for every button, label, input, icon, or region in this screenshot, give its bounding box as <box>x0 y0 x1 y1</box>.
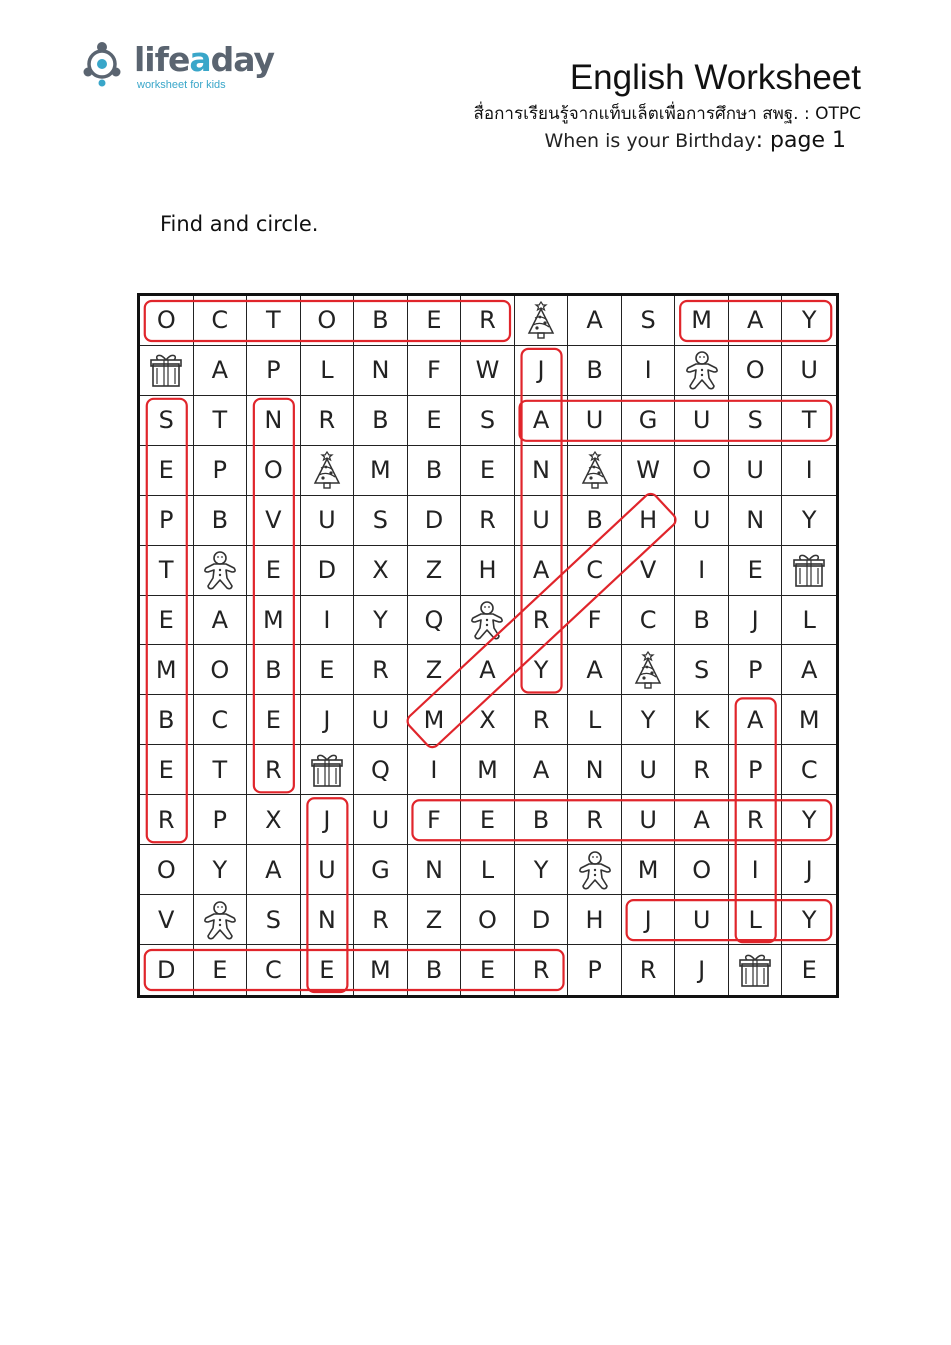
letter-cell: R <box>301 396 355 446</box>
letter-cell: B <box>354 296 408 346</box>
letter-cell: U <box>729 446 783 496</box>
letter-cell: S <box>729 396 783 446</box>
letter-cell: X <box>461 695 515 745</box>
letter-cell: E <box>729 546 783 596</box>
letter-cell: O <box>675 446 729 496</box>
letter-cell: Y <box>515 845 569 895</box>
letter-cell: R <box>461 296 515 346</box>
letter-cell: W <box>461 346 515 396</box>
gift-icon <box>782 546 836 596</box>
letter-cell: R <box>247 745 301 795</box>
letter-cell: Z <box>408 645 462 695</box>
letter-cell: X <box>354 546 408 596</box>
letter-cell: G <box>622 396 676 446</box>
letter-cell: E <box>247 695 301 745</box>
gift-icon <box>140 346 194 396</box>
page-number: : page 1 <box>755 128 846 153</box>
letter-cell: J <box>675 945 729 995</box>
tree-icon <box>309 450 345 490</box>
gingerbread-icon <box>684 350 720 390</box>
letter-cell: I <box>622 346 676 396</box>
topic-label: When is your Birthday <box>544 130 756 152</box>
letter-cell: R <box>515 695 569 745</box>
letter-cell: T <box>194 745 248 795</box>
letter-cell: E <box>140 745 194 795</box>
letter-cell: J <box>515 346 569 396</box>
letter-cell: Y <box>782 895 836 945</box>
letter-cell: O <box>301 296 355 346</box>
word-search-puzzle <box>137 293 839 998</box>
letter-cell: N <box>354 346 408 396</box>
letter-cell: U <box>515 496 569 546</box>
letter-cell: M <box>408 695 462 745</box>
gift-icon <box>309 750 345 790</box>
letter-cell: R <box>354 645 408 695</box>
gift-icon <box>148 350 184 390</box>
gift-icon <box>737 950 773 990</box>
letter-cell: E <box>408 396 462 446</box>
letter-cell: A <box>675 795 729 845</box>
letter-cell: C <box>194 695 248 745</box>
letter-cell: H <box>568 895 622 945</box>
letter-cell: Y <box>622 695 676 745</box>
letter-cell: M <box>461 745 515 795</box>
letter-cell: V <box>622 546 676 596</box>
letter-cell: N <box>515 446 569 496</box>
letter-cell: E <box>301 945 355 995</box>
letter-cell: Z <box>408 895 462 945</box>
letter-cell: A <box>782 645 836 695</box>
letter-cell: U <box>622 795 676 845</box>
letter-cell: A <box>515 396 569 446</box>
letter-cell: S <box>140 396 194 446</box>
letter-cell: J <box>622 895 676 945</box>
gingerbread-icon <box>461 596 515 646</box>
gingerbread-icon <box>577 850 613 890</box>
letter-cell: V <box>247 496 301 546</box>
gingerbread-icon <box>675 346 729 396</box>
gingerbread-icon <box>202 550 238 590</box>
letter-cell: U <box>782 346 836 396</box>
tree-icon <box>630 650 666 690</box>
letter-cell: L <box>568 695 622 745</box>
letter-cell: F <box>408 795 462 845</box>
letter-cell: E <box>301 645 355 695</box>
letter-cell: E <box>194 945 248 995</box>
letter-cell: Y <box>194 845 248 895</box>
letter-cell: F <box>408 346 462 396</box>
gingerbread-icon <box>194 546 248 596</box>
letter-cell: B <box>568 496 622 546</box>
letter-cell: S <box>247 895 301 945</box>
letter-cell: E <box>461 795 515 845</box>
letter-cell: J <box>782 845 836 895</box>
letter-cell: E <box>247 546 301 596</box>
letter-cell: M <box>354 945 408 995</box>
letter-cell: M <box>247 596 301 646</box>
letter-cell: S <box>354 496 408 546</box>
letter-cell: B <box>408 446 462 496</box>
gingerbread-icon <box>194 895 248 945</box>
lifeaday-logo <box>82 38 282 98</box>
letter-cell: L <box>782 596 836 646</box>
gift-icon <box>301 745 355 795</box>
letter-cell: E <box>461 446 515 496</box>
letter-cell: A <box>194 596 248 646</box>
letter-cell: Z <box>408 546 462 596</box>
letter-cell: I <box>782 446 836 496</box>
letter-cell: P <box>729 645 783 695</box>
letter-cell: Y <box>782 496 836 546</box>
letter-cell: B <box>408 945 462 995</box>
gingerbread-icon <box>469 600 505 640</box>
letter-cell: M <box>140 645 194 695</box>
letter-cell: H <box>622 496 676 546</box>
letter-cell: Y <box>354 596 408 646</box>
letter-cell: M <box>782 695 836 745</box>
letter-cell: P <box>194 795 248 845</box>
instruction-text: Find and circle. <box>160 212 319 236</box>
letter-cell: U <box>354 795 408 845</box>
letter-cell: U <box>675 396 729 446</box>
letter-cell: B <box>247 645 301 695</box>
letter-cell: I <box>729 845 783 895</box>
letter-cell: N <box>408 845 462 895</box>
letter-cell: R <box>461 496 515 546</box>
letter-cell: U <box>568 396 622 446</box>
letter-cell: E <box>801 956 817 985</box>
molecule-icon <box>82 40 132 90</box>
letter-cell: A <box>568 296 622 346</box>
letter-cell: X <box>247 795 301 845</box>
letter-cell: I <box>675 546 729 596</box>
logo-tagline: worksheet for kids <box>137 79 226 91</box>
letter-cell: R <box>568 795 622 845</box>
tree-icon <box>301 446 355 496</box>
letter-cell: R <box>354 895 408 945</box>
letter-cell: O <box>461 895 515 945</box>
letter-cell: Q <box>408 596 462 646</box>
letter-cell: P <box>140 496 194 546</box>
letter-cell: E <box>408 296 462 346</box>
letter-cell: S <box>461 396 515 446</box>
letter-cell: L <box>461 845 515 895</box>
letter-cell: C <box>247 945 301 995</box>
letter-cell: R <box>675 745 729 795</box>
letter-cell: C <box>782 745 836 795</box>
letter-cell: M <box>354 446 408 496</box>
worksheet-title: English Worksheet <box>569 58 861 97</box>
letter-cell: Y <box>515 645 569 695</box>
letter-cell: A <box>247 845 301 895</box>
gingerbread-icon <box>202 900 238 940</box>
logo-wordmark: lifeaday <box>134 40 275 79</box>
letter-cell: E <box>140 596 194 646</box>
letter-cell: M <box>622 845 676 895</box>
letter-cell: C <box>568 546 622 596</box>
letter-cell: U <box>622 745 676 795</box>
letter-cell: P <box>729 745 783 795</box>
letter-cell: N <box>301 895 355 945</box>
letter-cell: D <box>408 496 462 546</box>
letter-cell: Y <box>782 795 836 845</box>
letter-cell: O <box>194 645 248 695</box>
letter-cell: R <box>515 596 569 646</box>
letter-cell: U <box>675 895 729 945</box>
worksheet-page-info <box>545 128 847 153</box>
letter-cell: K <box>675 695 729 745</box>
letter-grid <box>137 293 839 998</box>
letter-cell: A <box>461 645 515 695</box>
letter-cell: O <box>729 346 783 396</box>
letter-cell: U <box>354 695 408 745</box>
gingerbread-icon <box>568 845 622 895</box>
letter-cell: O <box>140 296 194 346</box>
letter-cell: T <box>782 396 836 446</box>
letter-cell: G <box>354 845 408 895</box>
worksheet-subtitle: สื่อการเรียนรู้จากแท็บเล็ตเพื่อการศึกษา สพฐ. : OTPC <box>473 104 861 124</box>
letter-cell: O <box>140 845 194 895</box>
letter-cell: D <box>515 895 569 945</box>
tree-icon <box>622 645 676 695</box>
letter-cell: J <box>301 795 355 845</box>
tree-icon <box>515 296 569 346</box>
letter-cell: B <box>515 795 569 845</box>
letter-cell: N <box>729 496 783 546</box>
letter-cell: I <box>301 596 355 646</box>
letter-cell: I <box>408 745 462 795</box>
letter-cell: P <box>194 446 248 496</box>
letter-cell: F <box>568 596 622 646</box>
letter-cell: A <box>729 695 783 745</box>
gift-icon <box>791 550 827 590</box>
letter-cell: Q <box>354 745 408 795</box>
letter-cell: T <box>247 296 301 346</box>
letter-cell: Y <box>782 296 836 346</box>
letter-cell: L <box>729 895 783 945</box>
letter-cell: S <box>622 296 676 346</box>
letter-cell: H <box>461 546 515 596</box>
letter-cell: E <box>461 945 515 995</box>
letter-cell: S <box>675 645 729 695</box>
letter-cell: A <box>515 745 569 795</box>
letter-cell: V <box>140 895 194 945</box>
letter-cell: B <box>568 346 622 396</box>
gift-icon <box>729 945 783 995</box>
letter-cell: T <box>194 396 248 446</box>
tree-icon <box>523 300 559 340</box>
letter-cell: U <box>675 496 729 546</box>
letter-cell: A <box>194 346 248 396</box>
tree-icon <box>568 446 622 496</box>
letter-cell: L <box>301 346 355 396</box>
tree-icon <box>577 450 613 490</box>
letter-cell: D <box>140 945 194 995</box>
letter-cell: R <box>140 795 194 845</box>
letter-cell: N <box>247 396 301 446</box>
letter-cell: P <box>247 346 301 396</box>
letter-cell: J <box>301 695 355 745</box>
letter-cell: U <box>301 496 355 546</box>
letter-cell: D <box>301 546 355 596</box>
letter-cell: P <box>568 945 622 995</box>
letter-cell: U <box>301 845 355 895</box>
letter-cell: W <box>622 446 676 496</box>
letter-cell: R <box>729 795 783 845</box>
letter-cell: O <box>247 446 301 496</box>
letter-cell: C <box>194 296 248 346</box>
letter-cell: O <box>675 845 729 895</box>
letter-cell: B <box>675 596 729 646</box>
letter-cell: J <box>729 596 783 646</box>
letter-cell: R <box>622 945 676 995</box>
letter-cell: R <box>515 945 569 995</box>
letter-cell: C <box>622 596 676 646</box>
letter-cell: M <box>675 296 729 346</box>
letter-cell: B <box>354 396 408 446</box>
letter-cell: E <box>140 446 194 496</box>
letter-cell: B <box>194 496 248 546</box>
letter-cell: A <box>568 645 622 695</box>
letter-cell: B <box>140 695 194 745</box>
letter-cell: A <box>515 546 569 596</box>
letter-cell: T <box>140 546 194 596</box>
letter-cell: A <box>729 296 783 346</box>
letter-cell: N <box>568 745 622 795</box>
